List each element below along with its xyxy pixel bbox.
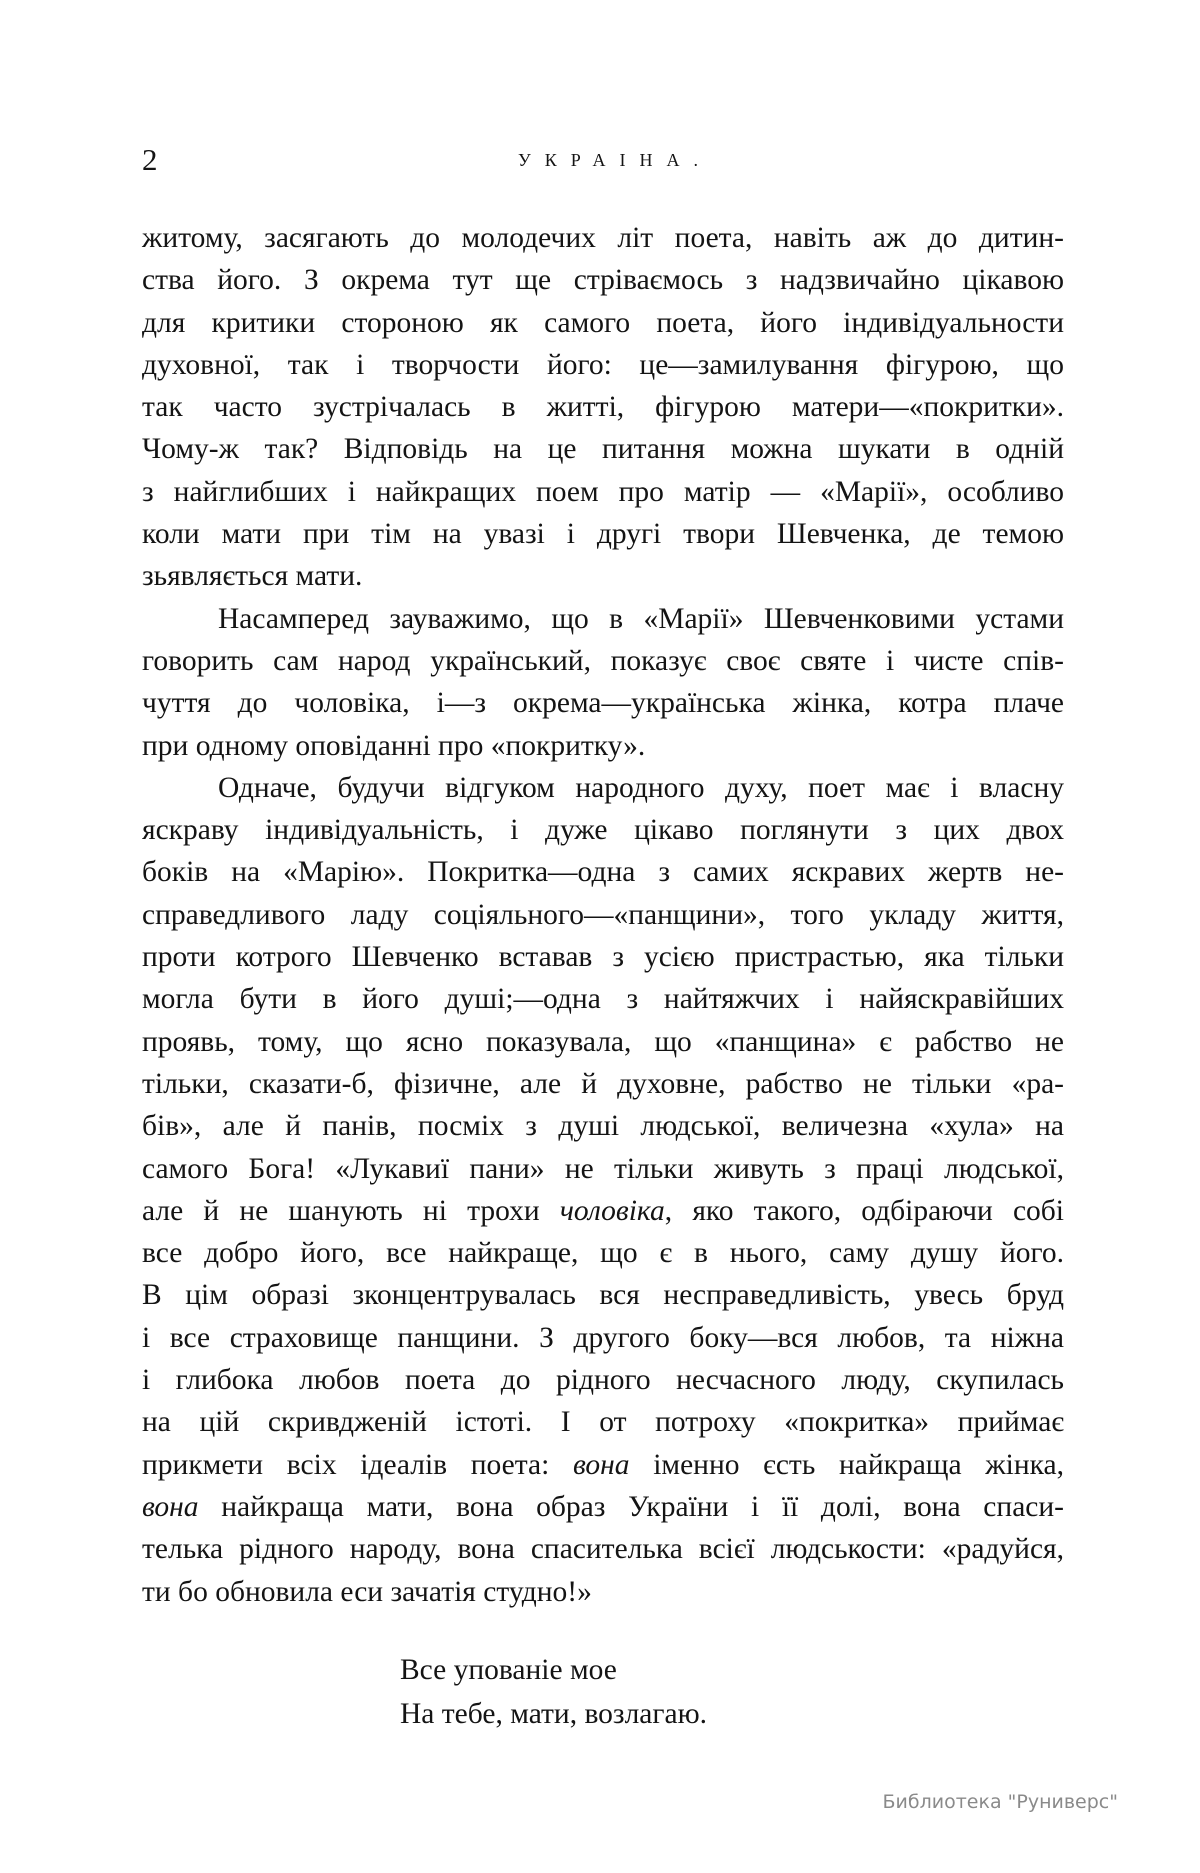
text-line: боків на «Марію». Покритка—одна з самих яскравих жертв не- — [142, 856, 1064, 889]
text-line: все добро його, все найкраще, що є в нього, саму душу його. — [142, 1237, 1064, 1270]
text-line-mixed — [142, 1190, 1064, 1232]
text-line: з найглибших і найкращих поем про матір — «Марії», особливо — [142, 475, 1064, 508]
page-header — [142, 140, 1062, 180]
text-line: духовної, так і творчости його: це—замилування фігурою, що — [142, 348, 1064, 381]
text-segment: прикмети всіх ідеалів поета: — [142, 1448, 573, 1481]
text-line: яскраву індивідуальність, і дуже цікаво поглянути з цих двох — [142, 814, 1064, 847]
text-segment: , яко такого, одбіраючи собі — [664, 1194, 1064, 1227]
verse-line: Все упованіе мое — [400, 1654, 617, 1686]
italic-word: чоловіка — [559, 1194, 665, 1227]
text-segment: іменно єсть найкраща жінка, — [629, 1448, 1064, 1481]
verse-quote — [400, 1648, 707, 1736]
text-line: житому, засягають до молодечих літ поета, навіть аж до дитин- — [142, 222, 1064, 254]
italic-word: вона — [572, 1448, 630, 1481]
text-line: для критики стороною як самого поета, його індивідуальности — [142, 306, 1064, 339]
text-line: тільки, сказати-б, фізичне, але й духовне, рабство не тільки «ра- — [142, 1067, 1064, 1100]
verse-line: На тебе, мати, возлагаю. — [400, 1698, 707, 1730]
paragraph-1 — [142, 217, 1064, 598]
text-line: Одначе, будучи відгуком народного духу, поет має і власну — [218, 771, 1064, 804]
text-line-mixed — [142, 1444, 1064, 1486]
text-line: і глибока любов поета до рідного несчасного люду, скупилась — [142, 1364, 1064, 1397]
paragraph-3 — [142, 767, 1064, 1613]
text-line: ти бо обновила еси зачатія студно!» — [142, 1575, 592, 1608]
text-line: справедливого ладу соціяльного—«панщини», того укладу життя, — [142, 898, 1064, 931]
text-line: Насамперед зауважимо, що в «Марії» Шевченковими устами — [218, 602, 1064, 635]
body-text — [142, 217, 1064, 1613]
running-title: УКРАІНА. — [518, 150, 712, 170]
text-line: так часто зустрічалась в житті, фігурою матери—«покритки». — [142, 391, 1064, 424]
text-line: В цім образі зконцентрувалась вся несправедливість, увесь бруд — [142, 1279, 1064, 1312]
text-line: говорить сам народ український, показує своє святе і чисте спів- — [142, 644, 1064, 677]
text-line: зьявляється мати. — [142, 560, 363, 593]
text-line: при одному оповіданні про «покритку». — [142, 729, 646, 762]
library-watermark: Библиотека "Руниверс" — [882, 1791, 1118, 1813]
text-line: бів», але й панів, посміх з душі людської, величезна «хула» на — [142, 1110, 1064, 1143]
text-line: на цій скривдженій істоті. І от потроху «покритка» приймає — [142, 1406, 1064, 1439]
page-number: 2 — [142, 142, 158, 177]
paragraph-2 — [142, 598, 1064, 767]
text-line: проявь, тому, що ясно показувала, що «панщина» є рабство не — [142, 1025, 1064, 1058]
text-line: самого Бога! «Лукавиї пани» не тільки живуть з праці людської, — [142, 1152, 1064, 1185]
italic-word: вона — [142, 1490, 199, 1523]
text-line: телька рідного народу, вона спасителька всієї людськости: «радуйся, — [142, 1533, 1064, 1566]
text-line: чуття до чоловіка, і—з окрема—українська жінка, котра плаче — [142, 687, 1064, 720]
text-line-mixed — [142, 1486, 1064, 1528]
text-line: проти котрого Шевченко вставав з усією пристрастью, яка тільки — [142, 941, 1064, 974]
text-line: Чому-ж так? Відповідь на це питання можна шукати в одній — [142, 433, 1064, 466]
text-line: ства його. З окрема тут ще стріваємось з надзвичайно цікавою — [142, 264, 1064, 297]
text-line: і все страховище панщини. З другого боку—вся любов, та ніжна — [142, 1321, 1064, 1354]
text-line: коли мати при тім на увазі і другі твори Шевченка, де темою — [142, 518, 1064, 551]
text-segment: але й не шанують ні трохи — [142, 1194, 560, 1227]
text-line: могла бути в його душі;—одна з найтяжчих і найяскравійших — [142, 983, 1064, 1016]
text-segment: найкраща мати, вона образ України і її долі, вона спаси- — [198, 1490, 1064, 1523]
